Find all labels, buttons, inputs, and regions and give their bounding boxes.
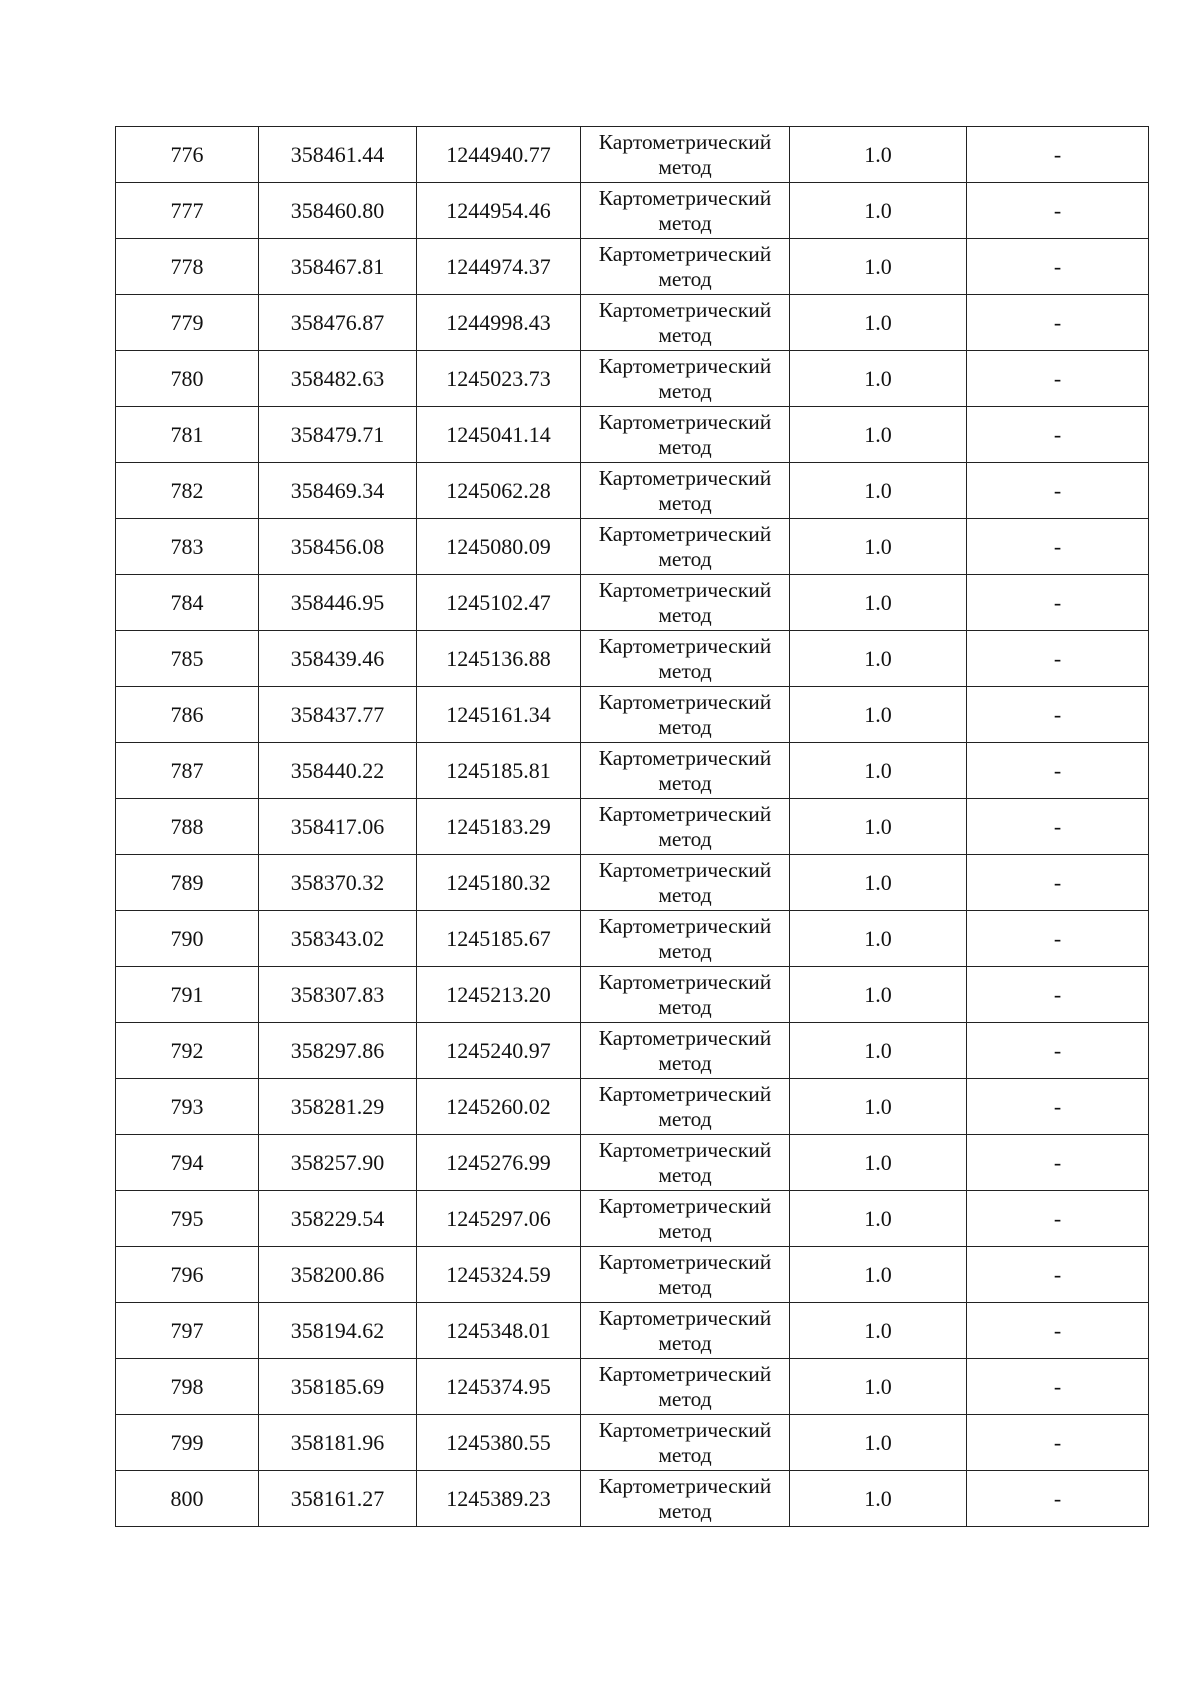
x-coordinate-cell: 358417.06	[259, 799, 417, 855]
x-coordinate-cell: 358446.95	[259, 575, 417, 631]
method-cell	[581, 239, 790, 295]
x-coordinate-cell: 358467.81	[259, 239, 417, 295]
note-cell: -	[967, 799, 1149, 855]
method-text-line2: метод	[658, 882, 712, 907]
point-number-cell: 783	[116, 519, 259, 575]
point-number-cell: 780	[116, 351, 259, 407]
point-number-cell: 781	[116, 407, 259, 463]
method-text-line1: Картометрический	[598, 1025, 772, 1050]
x-coordinate-cell: 358307.83	[259, 967, 417, 1023]
note-cell: -	[967, 1303, 1149, 1359]
method-cell	[581, 127, 790, 183]
method-cell	[581, 799, 790, 855]
x-coordinate-cell: 358476.87	[259, 295, 417, 351]
accuracy-cell: 1.0	[790, 351, 967, 407]
note-cell: -	[967, 295, 1149, 351]
table-row	[116, 967, 1149, 1023]
method-text-line2: метод	[658, 1330, 712, 1355]
accuracy-cell: 1.0	[790, 1359, 967, 1415]
note-cell: -	[967, 407, 1149, 463]
note-cell: -	[967, 743, 1149, 799]
accuracy-cell: 1.0	[790, 1079, 967, 1135]
point-number-cell: 790	[116, 911, 259, 967]
note-cell: -	[967, 519, 1149, 575]
method-text-line2: метод	[658, 714, 712, 739]
point-number-cell: 795	[116, 1191, 259, 1247]
note-cell: -	[967, 463, 1149, 519]
x-coordinate-cell: 358460.80	[259, 183, 417, 239]
method-text-line2: метод	[658, 770, 712, 795]
method-cell	[581, 351, 790, 407]
method-text-line1: Картометрический	[598, 129, 772, 154]
point-number-cell: 792	[116, 1023, 259, 1079]
method-cell	[581, 295, 790, 351]
x-coordinate-cell: 358229.54	[259, 1191, 417, 1247]
point-number-cell: 789	[116, 855, 259, 911]
y-coordinate-cell: 1245185.67	[417, 911, 581, 967]
table-row	[116, 183, 1149, 239]
method-cell	[581, 463, 790, 519]
method-text-line2: метод	[658, 994, 712, 1019]
y-coordinate-cell: 1244974.37	[417, 239, 581, 295]
point-number-cell: 796	[116, 1247, 259, 1303]
method-text-line2: метод	[658, 322, 712, 347]
method-text-line2: метод	[658, 1106, 712, 1131]
y-coordinate-cell: 1245374.95	[417, 1359, 581, 1415]
point-number-cell: 777	[116, 183, 259, 239]
accuracy-cell: 1.0	[790, 1303, 967, 1359]
accuracy-cell: 1.0	[790, 743, 967, 799]
method-cell	[581, 1247, 790, 1303]
method-text-line1: Картометрический	[598, 353, 772, 378]
method-text-line1: Картометрический	[598, 577, 772, 602]
method-text-line1: Картометрический	[598, 521, 772, 546]
x-coordinate-cell: 358200.86	[259, 1247, 417, 1303]
y-coordinate-cell: 1245062.28	[417, 463, 581, 519]
note-cell: -	[967, 1191, 1149, 1247]
x-coordinate-cell: 358343.02	[259, 911, 417, 967]
table-row	[116, 1247, 1149, 1303]
y-coordinate-cell: 1245380.55	[417, 1415, 581, 1471]
table-row	[116, 799, 1149, 855]
table-row	[116, 239, 1149, 295]
accuracy-cell: 1.0	[790, 967, 967, 1023]
y-coordinate-cell: 1244940.77	[417, 127, 581, 183]
y-coordinate-cell: 1245348.01	[417, 1303, 581, 1359]
table-row	[116, 351, 1149, 407]
accuracy-cell: 1.0	[790, 1415, 967, 1471]
y-coordinate-cell: 1245260.02	[417, 1079, 581, 1135]
table-row	[116, 1023, 1149, 1079]
table-row	[116, 855, 1149, 911]
accuracy-cell: 1.0	[790, 1471, 967, 1527]
method-text-line2: метод	[658, 1050, 712, 1075]
point-number-cell: 787	[116, 743, 259, 799]
method-text-line2: метод	[658, 546, 712, 571]
x-coordinate-cell: 358437.77	[259, 687, 417, 743]
table-row	[116, 519, 1149, 575]
table-body	[116, 127, 1149, 1527]
point-number-cell: 782	[116, 463, 259, 519]
table-row	[116, 575, 1149, 631]
accuracy-cell: 1.0	[790, 1023, 967, 1079]
method-cell	[581, 967, 790, 1023]
note-cell: -	[967, 1079, 1149, 1135]
y-coordinate-cell: 1245041.14	[417, 407, 581, 463]
method-text-line2: метод	[658, 1274, 712, 1299]
x-coordinate-cell: 358194.62	[259, 1303, 417, 1359]
accuracy-cell: 1.0	[790, 911, 967, 967]
point-number-cell: 776	[116, 127, 259, 183]
point-number-cell: 778	[116, 239, 259, 295]
accuracy-cell: 1.0	[790, 1247, 967, 1303]
method-cell	[581, 519, 790, 575]
method-text-line1: Картометрический	[598, 297, 772, 322]
method-text-line2: метод	[658, 658, 712, 683]
accuracy-cell: 1.0	[790, 295, 967, 351]
accuracy-cell: 1.0	[790, 799, 967, 855]
accuracy-cell: 1.0	[790, 407, 967, 463]
accuracy-cell: 1.0	[790, 687, 967, 743]
method-text-line2: метод	[658, 826, 712, 851]
method-text-line1: Картометрический	[598, 1417, 772, 1442]
method-cell	[581, 631, 790, 687]
method-cell	[581, 575, 790, 631]
point-number-cell: 786	[116, 687, 259, 743]
y-coordinate-cell: 1245213.20	[417, 967, 581, 1023]
method-cell	[581, 1471, 790, 1527]
accuracy-cell: 1.0	[790, 1191, 967, 1247]
method-text-line2: метод	[658, 490, 712, 515]
table-row	[116, 687, 1149, 743]
method-text-line1: Картометрический	[598, 913, 772, 938]
method-cell	[581, 183, 790, 239]
method-text-line1: Картометрический	[598, 1305, 772, 1330]
point-number-cell: 800	[116, 1471, 259, 1527]
accuracy-cell: 1.0	[790, 855, 967, 911]
table-row	[116, 1415, 1149, 1471]
note-cell: -	[967, 1135, 1149, 1191]
method-text-line2: метод	[658, 938, 712, 963]
coordinates-table	[115, 126, 1149, 1527]
table-row	[116, 127, 1149, 183]
method-cell	[581, 1023, 790, 1079]
method-text-line1: Картометрический	[598, 1137, 772, 1162]
x-coordinate-cell: 358456.08	[259, 519, 417, 575]
table-row	[116, 407, 1149, 463]
method-text-line2: метод	[658, 602, 712, 627]
note-cell: -	[967, 1023, 1149, 1079]
method-text-line2: метод	[658, 1498, 712, 1523]
accuracy-cell: 1.0	[790, 463, 967, 519]
y-coordinate-cell: 1245136.88	[417, 631, 581, 687]
accuracy-cell: 1.0	[790, 1135, 967, 1191]
point-number-cell: 794	[116, 1135, 259, 1191]
point-number-cell: 791	[116, 967, 259, 1023]
x-coordinate-cell: 358257.90	[259, 1135, 417, 1191]
table-row	[116, 1359, 1149, 1415]
method-text-line2: метод	[658, 1162, 712, 1187]
table-row	[116, 295, 1149, 351]
note-cell: -	[967, 631, 1149, 687]
y-coordinate-cell: 1245324.59	[417, 1247, 581, 1303]
note-cell: -	[967, 183, 1149, 239]
method-text-line1: Картометрический	[598, 1081, 772, 1106]
x-coordinate-cell: 358185.69	[259, 1359, 417, 1415]
note-cell: -	[967, 1471, 1149, 1527]
note-cell: -	[967, 855, 1149, 911]
method-text-line1: Картометрический	[598, 1361, 772, 1386]
y-coordinate-cell: 1244954.46	[417, 183, 581, 239]
method-text-line1: Картометрический	[598, 185, 772, 210]
note-cell: -	[967, 687, 1149, 743]
method-text-line2: метод	[658, 154, 712, 179]
table-row	[116, 463, 1149, 519]
method-text-line2: метод	[658, 378, 712, 403]
method-text-line2: метод	[658, 210, 712, 235]
method-text-line2: метод	[658, 1442, 712, 1467]
accuracy-cell: 1.0	[790, 519, 967, 575]
y-coordinate-cell: 1245023.73	[417, 351, 581, 407]
method-cell	[581, 687, 790, 743]
point-number-cell: 788	[116, 799, 259, 855]
method-cell	[581, 1135, 790, 1191]
method-text-line1: Картометрический	[598, 633, 772, 658]
method-text-line1: Картометрический	[598, 1193, 772, 1218]
x-coordinate-cell: 358181.96	[259, 1415, 417, 1471]
point-number-cell: 797	[116, 1303, 259, 1359]
y-coordinate-cell: 1245389.23	[417, 1471, 581, 1527]
x-coordinate-cell: 358469.34	[259, 463, 417, 519]
method-text-line1: Картометрический	[598, 1249, 772, 1274]
note-cell: -	[967, 1247, 1149, 1303]
method-text-line1: Картометрический	[598, 409, 772, 434]
point-number-cell: 798	[116, 1359, 259, 1415]
note-cell: -	[967, 239, 1149, 295]
x-coordinate-cell: 358161.27	[259, 1471, 417, 1527]
method-text-line1: Картометрический	[598, 241, 772, 266]
x-coordinate-cell: 358440.22	[259, 743, 417, 799]
method-cell	[581, 407, 790, 463]
method-text-line1: Картометрический	[598, 857, 772, 882]
table-row	[116, 1135, 1149, 1191]
y-coordinate-cell: 1245102.47	[417, 575, 581, 631]
method-text-line1: Картометрический	[598, 801, 772, 826]
y-coordinate-cell: 1244998.43	[417, 295, 581, 351]
x-coordinate-cell: 358281.29	[259, 1079, 417, 1135]
x-coordinate-cell: 358479.71	[259, 407, 417, 463]
accuracy-cell: 1.0	[790, 631, 967, 687]
note-cell: -	[967, 575, 1149, 631]
x-coordinate-cell: 358370.32	[259, 855, 417, 911]
method-cell	[581, 1191, 790, 1247]
point-number-cell: 784	[116, 575, 259, 631]
y-coordinate-cell: 1245240.97	[417, 1023, 581, 1079]
note-cell: -	[967, 127, 1149, 183]
method-cell	[581, 743, 790, 799]
accuracy-cell: 1.0	[790, 127, 967, 183]
method-text-line2: метод	[658, 1386, 712, 1411]
y-coordinate-cell: 1245185.81	[417, 743, 581, 799]
method-cell	[581, 1079, 790, 1135]
x-coordinate-cell: 358439.46	[259, 631, 417, 687]
y-coordinate-cell: 1245183.29	[417, 799, 581, 855]
method-text-line2: метод	[658, 266, 712, 291]
method-text-line1: Картометрический	[598, 689, 772, 714]
note-cell: -	[967, 1415, 1149, 1471]
point-number-cell: 793	[116, 1079, 259, 1135]
table-row	[116, 743, 1149, 799]
table-row	[116, 1079, 1149, 1135]
y-coordinate-cell: 1245276.99	[417, 1135, 581, 1191]
method-cell	[581, 1415, 790, 1471]
x-coordinate-cell: 358461.44	[259, 127, 417, 183]
point-number-cell: 799	[116, 1415, 259, 1471]
accuracy-cell: 1.0	[790, 239, 967, 295]
table-row	[116, 911, 1149, 967]
point-number-cell: 779	[116, 295, 259, 351]
method-text-line2: метод	[658, 434, 712, 459]
table-row	[116, 631, 1149, 687]
method-cell	[581, 1303, 790, 1359]
point-number-cell: 785	[116, 631, 259, 687]
method-text-line2: метод	[658, 1218, 712, 1243]
accuracy-cell: 1.0	[790, 575, 967, 631]
table-row	[116, 1191, 1149, 1247]
accuracy-cell: 1.0	[790, 183, 967, 239]
table-row	[116, 1303, 1149, 1359]
y-coordinate-cell: 1245180.32	[417, 855, 581, 911]
method-text-line1: Картометрический	[598, 969, 772, 994]
y-coordinate-cell: 1245080.09	[417, 519, 581, 575]
method-text-line1: Картометрический	[598, 1473, 772, 1498]
y-coordinate-cell: 1245297.06	[417, 1191, 581, 1247]
table-row	[116, 1471, 1149, 1527]
y-coordinate-cell: 1245161.34	[417, 687, 581, 743]
x-coordinate-cell: 358297.86	[259, 1023, 417, 1079]
x-coordinate-cell: 358482.63	[259, 351, 417, 407]
method-cell	[581, 1359, 790, 1415]
method-cell	[581, 855, 790, 911]
method-text-line1: Картометрический	[598, 465, 772, 490]
method-cell	[581, 911, 790, 967]
note-cell: -	[967, 351, 1149, 407]
note-cell: -	[967, 1359, 1149, 1415]
method-text-line1: Картометрический	[598, 745, 772, 770]
note-cell: -	[967, 911, 1149, 967]
note-cell: -	[967, 967, 1149, 1023]
